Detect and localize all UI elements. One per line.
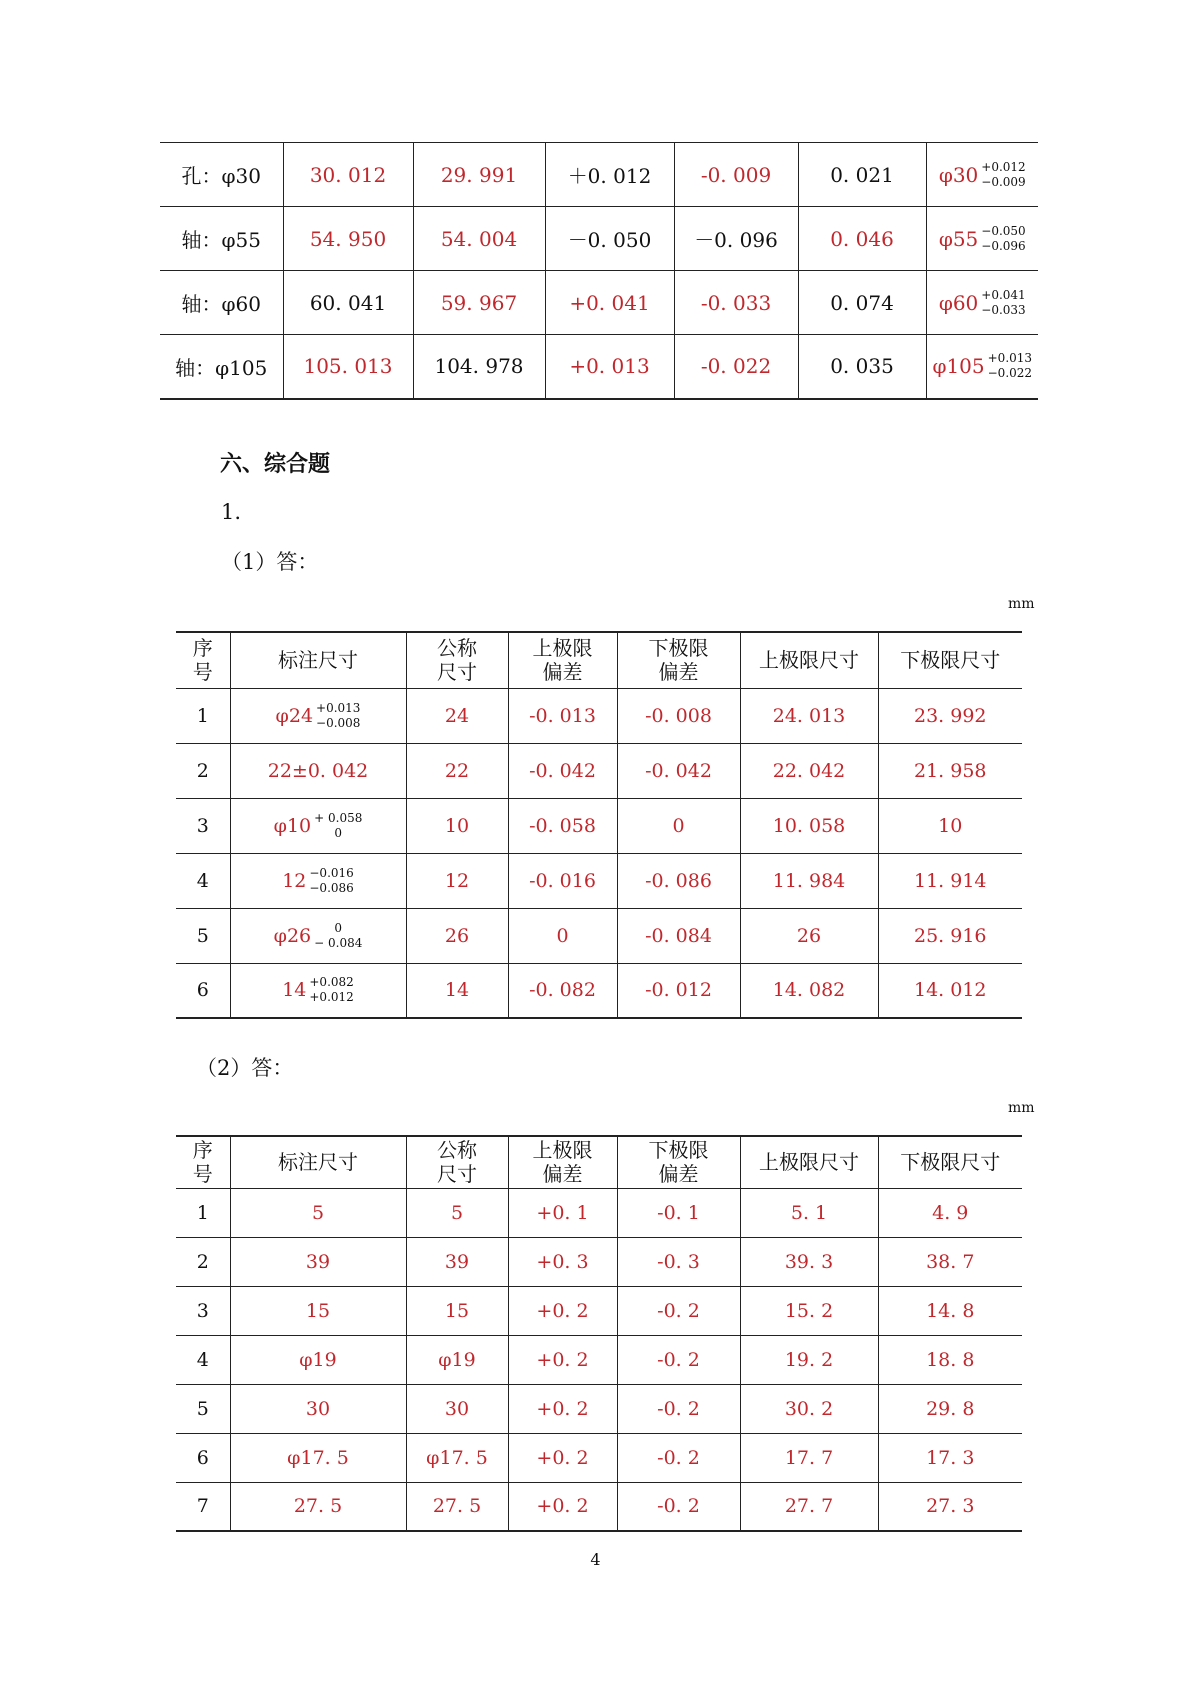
lower-limit-size: 11. 914 [878,853,1022,908]
mark-lower: 0 [334,825,343,840]
table-row [176,798,1022,853]
upper-limit-size: 10. 058 [740,798,878,853]
min-size: 104. 978 [413,335,545,399]
upper-limit-size: 27. 7 [740,1482,878,1531]
lower-deviation: -0. 086 [617,853,740,908]
header-lower-size: 下极限尺寸 [878,1136,1022,1188]
lower-limit-size: 14. 012 [878,963,1022,1018]
mark-upper: −0.016 [309,865,354,880]
lower-deviation: -0. 009 [674,143,798,207]
mark-deviations [981,288,1025,318]
lower-limit-size: 21. 958 [878,743,1022,798]
mark-base: φ60 [938,290,979,315]
upper-deviation: +0. 2 [508,1433,617,1482]
mark-deviations [309,866,353,896]
marked-size [230,853,406,908]
mark-lower: −0.096 [981,238,1026,253]
upper-deviation: -0. 082 [508,963,617,1018]
upper-deviation: ＋0. 012 [545,143,674,207]
header-upper-dev [508,1136,617,1188]
upper-deviation: +0. 041 [545,271,674,335]
upper-deviation: -0. 013 [508,688,617,743]
upper-limit-size: 22. 042 [740,743,878,798]
header-upper-dev-text: 上极限偏差 [532,1138,593,1187]
header-nominal [406,632,508,688]
header-nominal [406,1136,508,1188]
lower-deviation: 0 [617,798,740,853]
mark-base: 14 [282,979,307,1002]
header-marked: 标注尺寸 [230,632,406,688]
seq: 2 [176,743,230,798]
header-lower-dev [617,632,740,688]
mark-base: φ105 [932,354,985,379]
marked-size [230,688,406,743]
header-seq [176,1136,230,1188]
lower-deviation: -0. 2 [617,1286,740,1335]
lower-deviation: -0. 1 [617,1188,740,1237]
seq: 3 [176,1286,230,1335]
header-nominal-text: 公称尺寸 [437,636,477,685]
table-row [176,688,1022,743]
lower-deviation: -0. 2 [617,1384,740,1433]
table-row [176,1286,1022,1335]
marked-size: 22±0. 042 [230,743,406,798]
marked-size: 5 [230,1188,406,1237]
answer-1-label: （1）答： [221,550,319,574]
table-row [160,335,1038,399]
lower-limit-size: 4. 9 [878,1188,1022,1237]
nominal-size: φ19 [406,1335,508,1384]
table-row [176,963,1022,1018]
seq: 6 [176,963,230,1018]
upper-limit-size: 39. 3 [740,1237,878,1286]
mark-lower: −0.022 [987,366,1033,381]
lower-deviation: -0. 084 [617,908,740,963]
mark-lower: −0.008 [316,715,361,730]
table-row [176,743,1022,798]
tolerance-value: 0. 035 [798,335,926,399]
nominal-size: 10 [406,798,508,853]
seq: 5 [176,908,230,963]
upper-deviation: +0. 3 [508,1237,617,1286]
table-row [176,1237,1022,1286]
marked-size: 27. 5 [230,1482,406,1531]
mark-lower: −0.009 [981,174,1026,189]
seq: 1 [176,1188,230,1237]
mark-upper: +0.041 [981,287,1026,302]
mark-deviations [314,811,362,841]
table-row [176,1482,1022,1531]
answer-1-table [176,631,1022,1019]
lower-deviation: －0. 096 [674,207,798,271]
upper-deviation: +0. 2 [508,1286,617,1335]
upper-deviation: 0 [508,908,617,963]
upper-deviation: -0. 016 [508,853,617,908]
section-title: 六、综合题 [220,452,331,477]
lower-limit-size: 14. 8 [878,1286,1022,1335]
mark-upper: 0 [334,920,343,935]
nominal-size: 27. 5 [406,1482,508,1531]
upper-deviation: +0. 2 [508,1335,617,1384]
lower-deviation: -0. 008 [617,688,740,743]
header-upper-dev [508,632,617,688]
seq: 6 [176,1433,230,1482]
upper-deviation: +0. 2 [508,1384,617,1433]
lower-limit-size: 38. 7 [878,1237,1022,1286]
marked-size [230,798,406,853]
lower-deviation: -0. 2 [617,1482,740,1531]
table-row [176,1384,1022,1433]
lower-deviation: -0. 2 [617,1335,740,1384]
nominal-size: 26 [406,908,508,963]
table-row [176,853,1022,908]
item-number: 1. [221,500,242,524]
table-header-row [176,632,1022,688]
nominal-size: 24 [406,688,508,743]
seq: 5 [176,1384,230,1433]
lower-deviation: -0. 012 [617,963,740,1018]
marked-size: 15 [230,1286,406,1335]
upper-limit-size: 11. 984 [740,853,878,908]
marked-size: φ19 [230,1335,406,1384]
upper-limit-size: 19. 2 [740,1335,878,1384]
marked-size: φ17. 5 [230,1433,406,1482]
mark-base: 12 [282,869,307,892]
max-size: 30. 012 [283,143,413,207]
lower-limit-size: 10 [878,798,1022,853]
tolerance-value: 0. 046 [798,207,926,271]
header-seq-text: 序号 [192,1138,213,1187]
lower-limit-size: 25. 916 [878,908,1022,963]
max-size: 60. 041 [283,271,413,335]
mark-lower: −0.086 [309,880,354,895]
seq: 1 [176,688,230,743]
max-size: 54. 950 [283,207,413,271]
table-row [160,143,1038,207]
upper-deviation: +0. 2 [508,1482,617,1531]
upper-limit-size: 17. 7 [740,1433,878,1482]
answer-2-label: （2）答： [196,1056,294,1080]
lower-deviation: -0. 3 [617,1237,740,1286]
header-upper-size: 上极限尺寸 [740,1136,878,1188]
marked-size: 39 [230,1237,406,1286]
mark-deviations [314,921,362,951]
page-number: 4 [590,1550,601,1569]
mark-lower: − 0.084 [314,935,363,950]
upper-deviation: +0. 013 [545,335,674,399]
seq: 4 [176,853,230,908]
lower-limit-size: 29. 8 [878,1384,1022,1433]
min-size: 29. 991 [413,143,545,207]
upper-limit-size: 5. 1 [740,1188,878,1237]
upper-limit-size: 26 [740,908,878,963]
unit-label: mm [1008,596,1035,612]
upper-deviation: -0. 058 [508,798,617,853]
mark-upper: −0.050 [981,223,1026,238]
mark-base: φ26 [273,924,312,947]
header-lower-size: 下极限尺寸 [878,632,1022,688]
nominal-size: 15 [406,1286,508,1335]
nominal-size: 5 [406,1188,508,1237]
mark-deviations [988,351,1032,381]
lower-deviation: -0. 2 [617,1433,740,1482]
seq: 7 [176,1482,230,1531]
marked-size: 30 [230,1384,406,1433]
marked-size [230,963,406,1018]
table-row [160,207,1038,271]
header-upper-dev-text: 上极限偏差 [532,636,593,685]
mark-base: φ55 [938,226,979,251]
mark-lower: +0.012 [309,990,354,1005]
upper-deviation: +0. 1 [508,1188,617,1237]
mark-upper: + 0.058 [314,810,363,825]
table-header-row [176,1136,1022,1188]
part-label: 轴：φ105 [160,335,283,399]
min-size: 59. 967 [413,271,545,335]
unit-label: mm [1008,1100,1035,1116]
mark-deviations [309,975,353,1005]
nominal-size: 39 [406,1237,508,1286]
mark-base: φ30 [938,162,979,187]
nominal-size: 22 [406,743,508,798]
mark-upper: +0.012 [981,159,1026,174]
header-upper-size: 上极限尺寸 [740,632,878,688]
tolerance-mark [926,335,1038,399]
lower-deviation: -0. 033 [674,271,798,335]
mark-deviations [981,160,1025,190]
part-label: 轴：φ60 [160,271,283,335]
nominal-size: 12 [406,853,508,908]
mark-base: φ10 [273,814,312,837]
table-row [176,1433,1022,1482]
header-lower-dev-text: 下极限偏差 [648,1138,709,1187]
seq: 2 [176,1237,230,1286]
mark-upper: +0.013 [316,700,361,715]
seq: 3 [176,798,230,853]
lower-limit-size: 17. 3 [878,1433,1022,1482]
upper-deviation: -0. 042 [508,743,617,798]
mark-deviations [981,224,1025,254]
table-row [176,1335,1022,1384]
table-row [176,908,1022,963]
max-size: 105. 013 [283,335,413,399]
table-row [176,1188,1022,1237]
header-seq-text: 序号 [192,636,213,685]
marked-size [230,908,406,963]
tolerance-table-continued [160,142,1038,400]
tolerance-value: 0. 021 [798,143,926,207]
upper-limit-size: 14. 082 [740,963,878,1018]
part-label: 孔：φ30 [160,143,283,207]
header-lower-dev [617,1136,740,1188]
seq: 4 [176,1335,230,1384]
lower-limit-size: 23. 992 [878,688,1022,743]
table-row [160,271,1038,335]
header-nominal-text: 公称尺寸 [437,1138,477,1187]
upper-limit-size: 24. 013 [740,688,878,743]
mark-upper: +0.013 [987,351,1033,366]
header-lower-dev-text: 下极限偏差 [648,636,709,685]
upper-limit-size: 15. 2 [740,1286,878,1335]
min-size: 54. 004 [413,207,545,271]
tolerance-value: 0. 074 [798,271,926,335]
nominal-size: 14 [406,963,508,1018]
mark-lower: −0.033 [981,302,1026,317]
tolerance-mark [926,207,1038,271]
answer-2-table [176,1135,1022,1532]
mark-deviations [316,701,360,731]
header-seq [176,632,230,688]
part-label: 轴：φ55 [160,207,283,271]
nominal-size: φ17. 5 [406,1433,508,1482]
lower-deviation: -0. 022 [674,335,798,399]
lower-limit-size: 27. 3 [878,1482,1022,1531]
upper-limit-size: 30. 2 [740,1384,878,1433]
mark-upper: +0.082 [309,975,354,990]
tolerance-mark [926,143,1038,207]
mark-base: φ24 [275,704,314,727]
header-marked: 标注尺寸 [230,1136,406,1188]
upper-deviation: －0. 050 [545,207,674,271]
lower-deviation: -0. 042 [617,743,740,798]
tolerance-mark [926,271,1038,335]
nominal-size: 30 [406,1384,508,1433]
lower-limit-size: 18. 8 [878,1335,1022,1384]
